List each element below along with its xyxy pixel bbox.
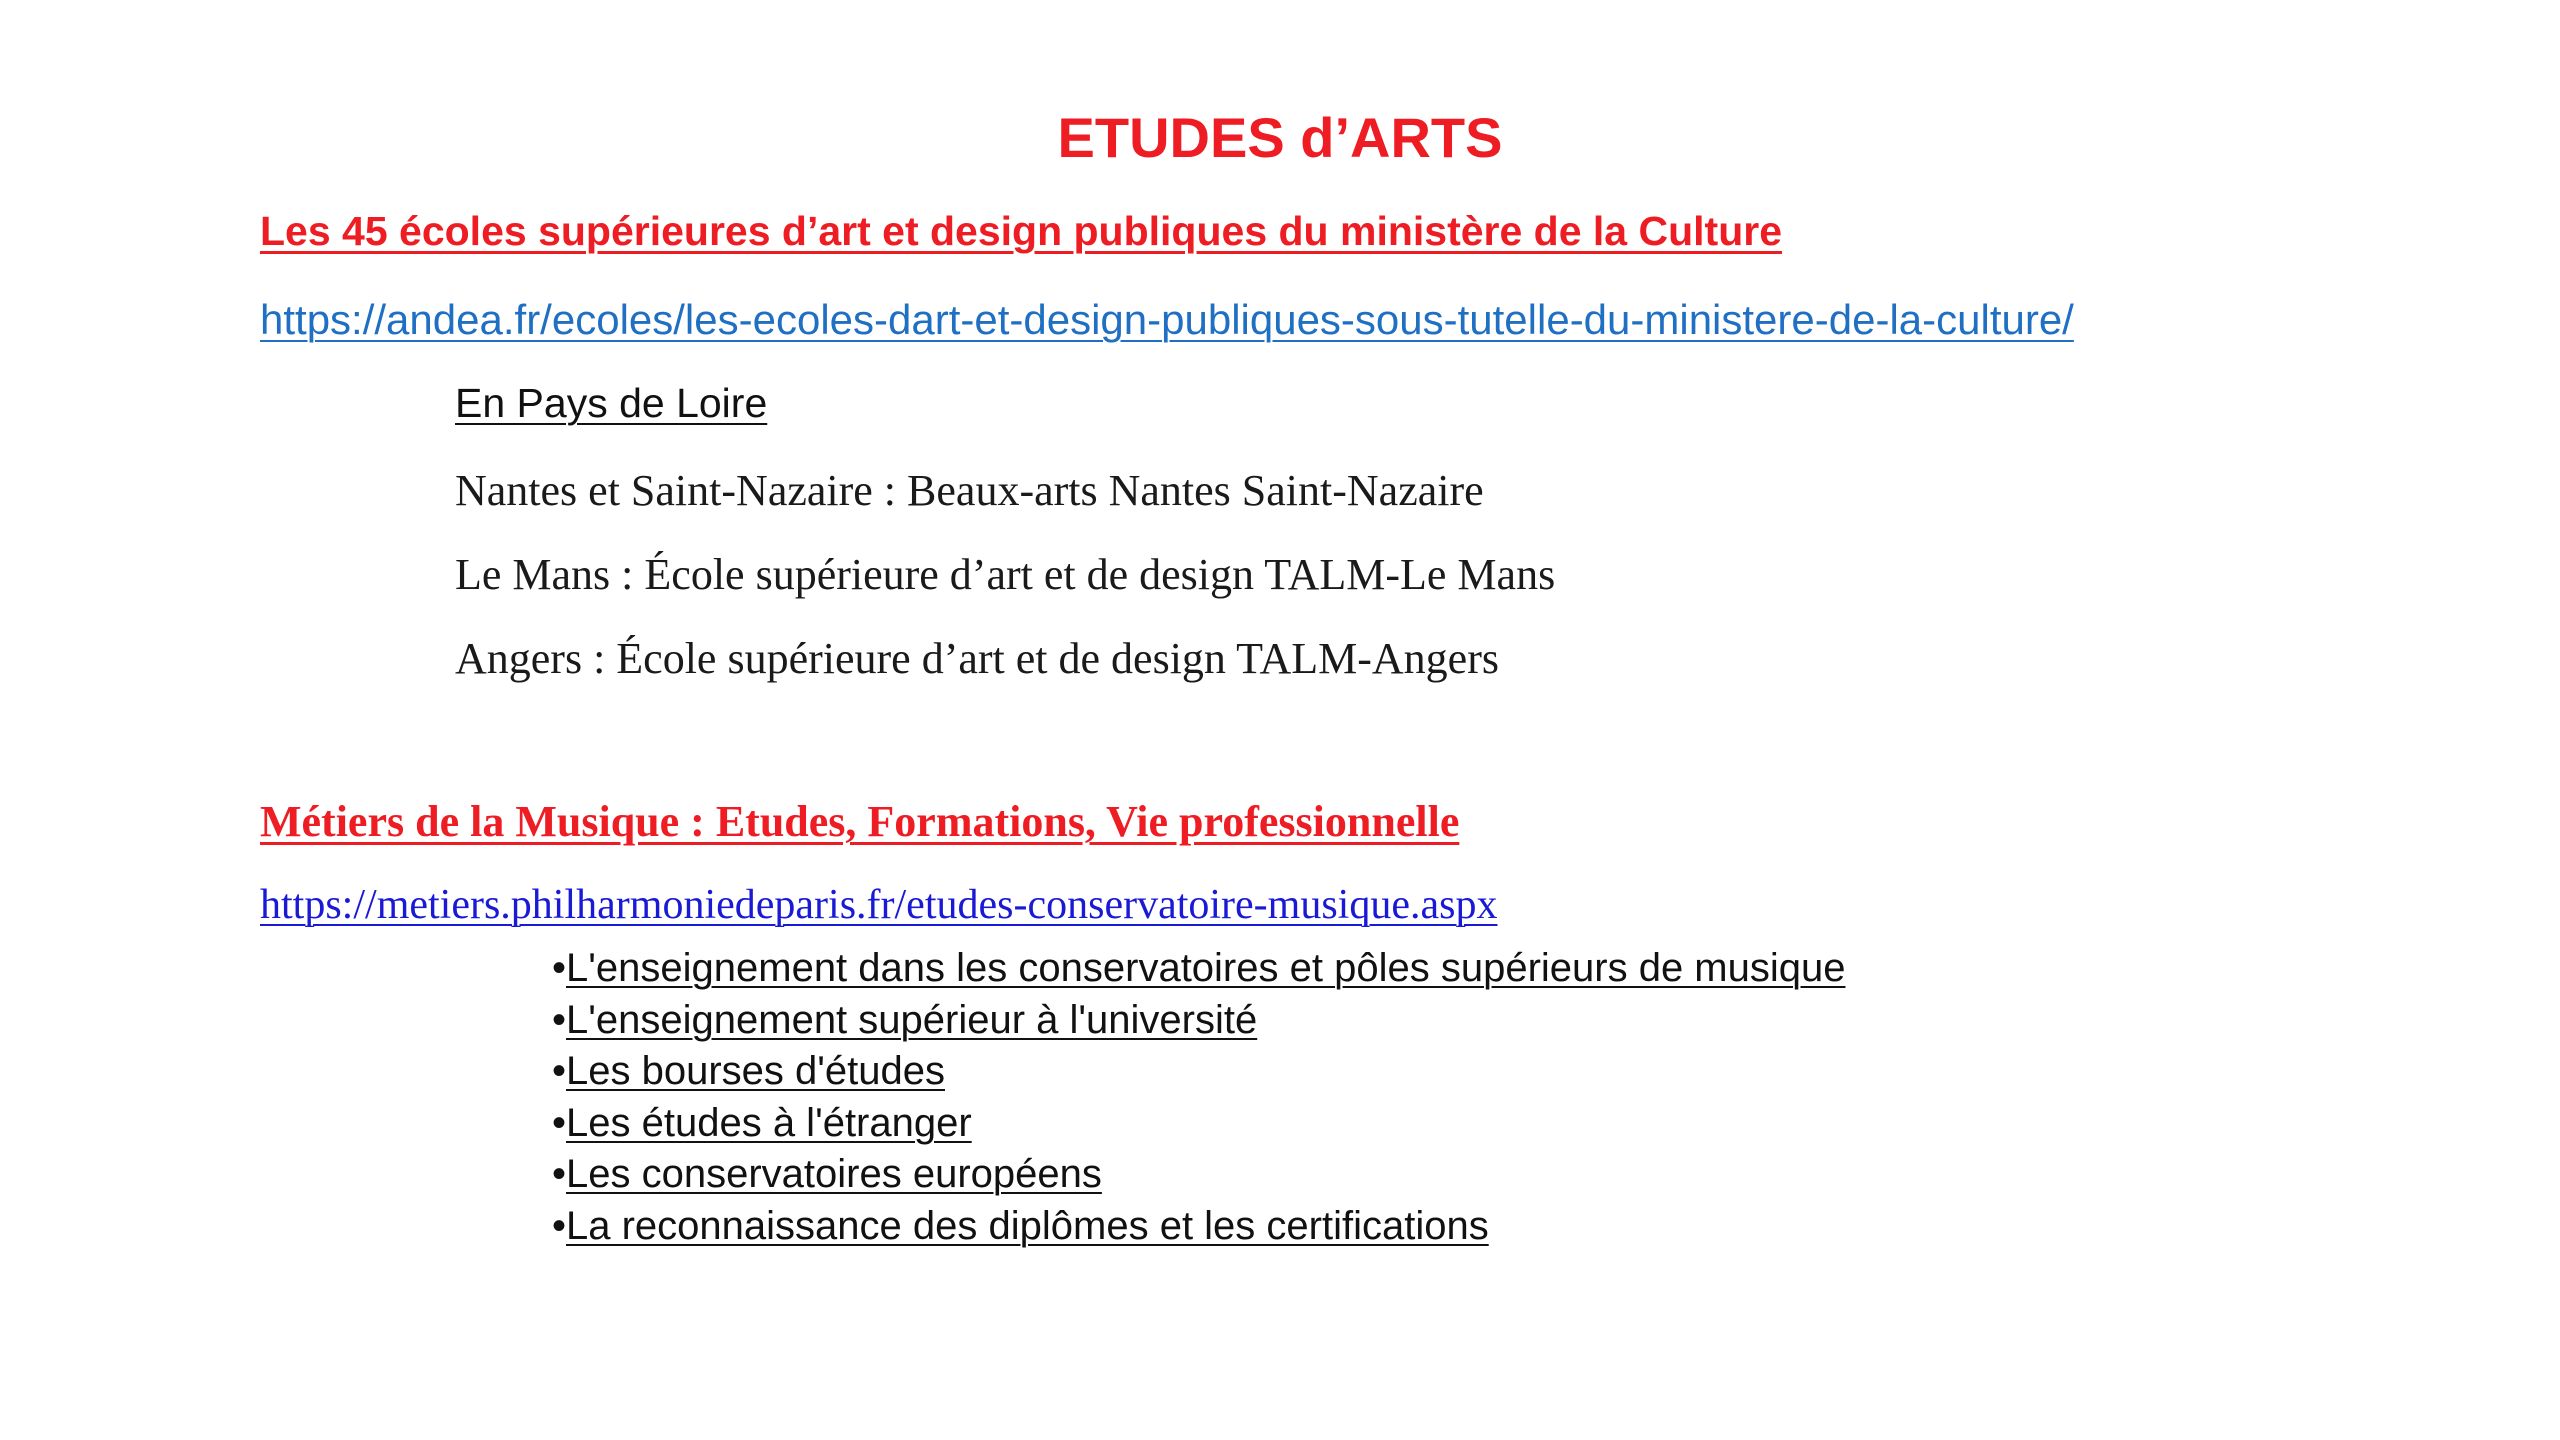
bullet-icon: • xyxy=(552,1049,567,1093)
list-item[interactable] xyxy=(552,1154,1846,1206)
school-entry-nantes: Nantes et Saint-Nazaire : Beaux-arts Nantes Saint-Nazaire xyxy=(455,466,1484,515)
page-title: ETUDES d’ARTS xyxy=(1057,106,1503,169)
music-topics-list xyxy=(552,948,1846,1257)
list-item[interactable] xyxy=(552,1203,1846,1258)
list-item-link[interactable]: Les études à l'étranger xyxy=(566,1100,972,1145)
bullet-icon: • xyxy=(552,946,567,990)
school-entry-angers: Angers : École supérieure d’art et de design TALM-Angers xyxy=(455,634,1499,683)
list-item-link[interactable]: Les conservatoires européens xyxy=(566,1152,1102,1196)
school-entry-le-mans: Le Mans : École supérieure d’art et de design TALM-Le Mans xyxy=(455,550,1556,599)
bullet-icon: • xyxy=(552,1152,567,1196)
andea-link[interactable]: https://andea.fr/ecoles/les-ecoles-dart-et-design-publiques-sous-tutelle-du-ministere-de-la-culture/ xyxy=(260,296,2074,343)
music-careers-heading: Métiers de la Musique : Etudes, Formations, Vie professionnelle xyxy=(260,797,1460,846)
philharmonie-link[interactable]: https://metiers.philharmoniedeparis.fr/etudes-conservatoire-musique.aspx xyxy=(260,882,1498,928)
bullet-icon: • xyxy=(552,997,567,1042)
bullet-icon: • xyxy=(552,1203,567,1248)
list-item[interactable] xyxy=(552,948,1846,1000)
list-item[interactable] xyxy=(552,997,1846,1052)
list-item-link[interactable]: L'enseignement supérieur à l'université xyxy=(566,997,1258,1042)
list-item-link[interactable]: Les bourses d'études xyxy=(566,1049,946,1093)
list-item-link[interactable]: La reconnaissance des diplômes et les certifications xyxy=(566,1203,1489,1248)
region-label: En Pays de Loire xyxy=(455,380,768,426)
bullet-icon: • xyxy=(552,1100,567,1145)
list-item-link[interactable]: L'enseignement dans les conservatoires et pôles supérieurs de musique xyxy=(566,946,1846,990)
art-schools-heading: Les 45 écoles supérieures d’art et design publiques du ministère de la Culture xyxy=(260,208,1783,254)
list-item[interactable] xyxy=(552,1100,1846,1155)
list-item[interactable] xyxy=(552,1051,1846,1103)
